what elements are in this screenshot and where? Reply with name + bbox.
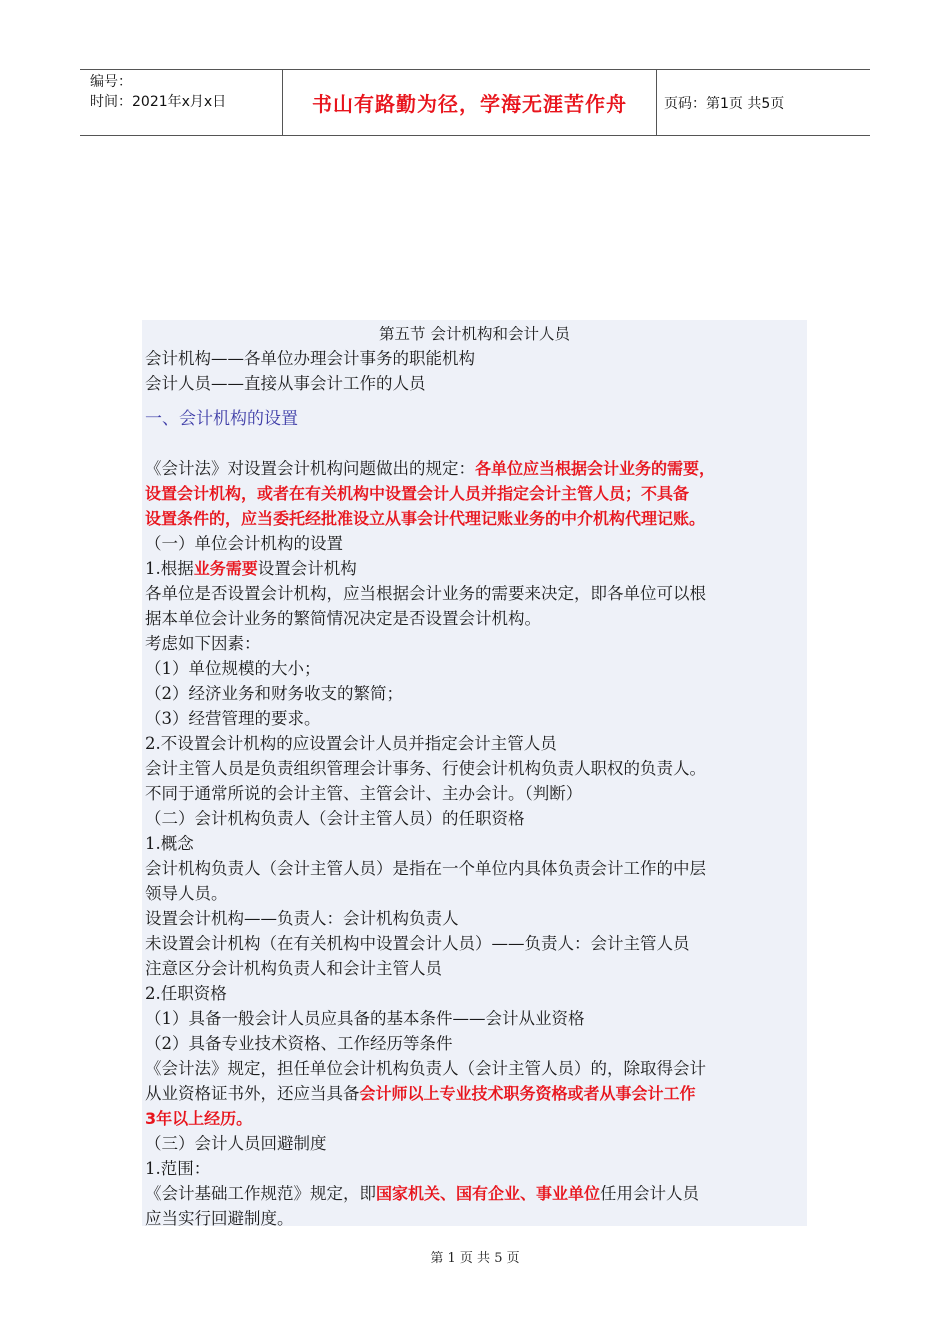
law-highlight-1: 各单位应当根据会计业务的需要， [475,459,716,478]
paragraph-line: 应当实行回避制度。 [145,1209,294,1228]
qualification-item: （1）具备一般会计人员应具备的基本条件——会计从业资格 [145,1009,585,1028]
item-prefix: 1.根据 [145,559,194,578]
item-qualifications: 2.任职资格 [145,984,227,1003]
qualification-text: 从业资格证书外，还应当具备 [145,1084,360,1103]
page-footer: 第 1 页 共 5 页 [430,1251,520,1266]
factor-item: （1）单位规模的大小； [145,659,321,678]
paragraph-line: 设置会计机构——负责人：会计机构负责人 [145,909,459,928]
subheading-unit-agency: （一）单位会计机构的设置 [145,534,343,553]
qualification-highlight: 会计师以上专业技术职务资格或者从事会计工作 [359,1084,696,1103]
paragraph-line: 考虑如下因素： [145,634,261,653]
definition-accounting-agency: 会计机构——各单位办理会计事务的职能机构 [145,349,475,368]
scope-highlight: 国家机关、国有企业、事业单位 [376,1184,601,1203]
qualification-highlight-cont: 3年以上经历。 [145,1109,253,1128]
paragraph-line: 《会计法》规定，担任单位会计机构负责人（会计主管人员）的，除取得会计 [145,1059,706,1078]
scope-text: 《会计基础工作规范》规定，即 [145,1184,376,1203]
header-top-rule [80,69,870,70]
item-no-agency: 2.不设置会计机构的应设置会计人员并指定会计主管人员 [145,734,557,753]
item-scope: 1.范围： [145,1159,211,1178]
law-intro-text: 《会计法》对设置会计机构问题做出的规定： [145,459,475,478]
law-highlight-3: 设置条件的，应当委托经批准设立从事会计代理记账业务的中介机构代理记账。 [145,509,706,528]
paragraph-line: 会计机构负责人（会计主管人员）是指在一个单位内具体负责会计工作的中层 [145,859,706,878]
paragraph-line: 各单位是否设置会计机构，应当根据会计业务的需要来决定，即各单位可以根 [145,584,706,603]
item-by-business-need [145,557,357,581]
qualification-item: （2）具备专业技术资格、工作经历等条件 [145,1034,453,1053]
document-body [142,320,807,1226]
paragraph-law-line-1 [145,457,715,481]
factor-item: （3）经营管理的要求。 [145,709,321,728]
factor-item: （2）经济业务和财务收支的繁简； [145,684,403,703]
paragraph-line: 不同于通常所说的会计主管、主管会计、主办会计。（判断） [145,784,583,803]
header-divider-right [656,69,657,135]
paragraph-line [145,1182,699,1206]
scope-text-end: 任用会计人员 [600,1184,700,1203]
law-highlight-2: 设置会计机构，或者在有关机构中设置会计人员并指定会计主管人员；不具备 [145,484,690,503]
section-title: 第五节 会计机构和会计人员 [379,325,570,343]
paragraph-line: 会计主管人员是负责组织管理会计事务、行使会计机构负责人职权的负责人。 [145,759,706,778]
header-motto: 书山有路勤为径，学海无涯苦作舟 [312,92,627,116]
paragraph-line [145,1082,696,1106]
paragraph-line: 据本单位会计业务的繁简情况决定是否设置会计机构。 [145,609,541,628]
item-concept: 1.概念 [145,834,194,853]
header-page-label: 页码：第1页 共5页 [664,96,785,112]
header-bottom-rule [80,135,870,136]
header-date-label: 时间：2021年x月x日 [90,94,227,110]
heading-agency-setup: 一、会计机构的设置 [145,409,298,429]
definition-accounting-staff: 会计人员——直接从事会计工作的人员 [145,374,426,393]
paragraph-line: 未设置会计机构（在有关机构中设置会计人员）——负责人：会计主管人员 [145,934,690,953]
paragraph-line: 领导人员。 [145,884,228,903]
header-meta [90,72,226,112]
business-need-highlight: 业务需要 [193,559,258,578]
subheading-avoidance: （三）会计人员回避制度 [145,1134,327,1153]
header-number-label: 编号： [90,74,132,90]
subheading-qualifications: （二）会计机构负责人（会计主管人员）的任职资格 [145,809,525,828]
paragraph-line: 注意区分会计机构负责人和会计主管人员 [145,959,442,978]
item-suffix: 设置会计机构 [257,559,357,578]
